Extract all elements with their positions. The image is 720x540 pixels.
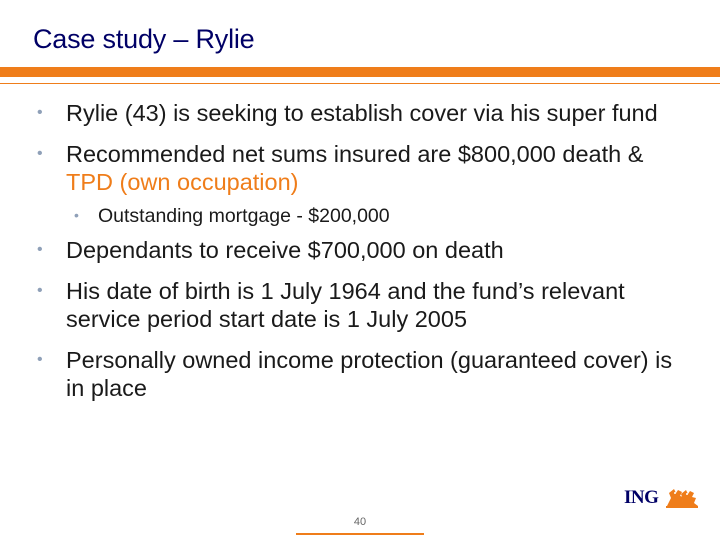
bullet-dot-icon: • (74, 207, 79, 223)
bullet-text: Recommended net sums insured are $800,000 death & (66, 141, 644, 167)
bullet-text: Personally owned income protection (guaranteed cover) is in place (66, 347, 673, 401)
page-number: 40 (353, 516, 367, 528)
lion-icon (664, 484, 700, 510)
bullet-item (0, 236, 720, 264)
bullet-dot-icon: • (37, 145, 43, 162)
bullet-list (0, 99, 720, 402)
sub-bullet-item (0, 204, 720, 228)
sub-bullet-text: Outstanding mortgage - $200,000 (98, 205, 390, 227)
bullet-highlight-text: TPD (own occupation) (66, 169, 299, 195)
logo-wordmark: ING (624, 487, 659, 508)
bullet-dot-icon: • (37, 104, 43, 121)
header-divider-thin (0, 83, 720, 84)
slide-title: Case study – Rylie (33, 24, 255, 54)
bullet-dot-icon: • (37, 351, 43, 368)
bullet-item (0, 140, 720, 196)
bullet-item (0, 346, 720, 402)
bullet-text: His date of birth is 1 July 1964 and the fund’s relevant service period start date is 1 July 2005 (66, 278, 625, 332)
bullet-text: Rylie (43) is seeking to establish cover via his super fund (66, 100, 658, 126)
bullet-dot-icon: • (37, 241, 43, 258)
bullet-item (0, 277, 720, 333)
header-divider-thick (0, 67, 720, 77)
bullet-dot-icon: • (37, 282, 43, 299)
bullet-item (0, 99, 720, 127)
footer-divider (296, 533, 424, 535)
bullet-text: Dependants to receive $700,000 on death (66, 237, 504, 263)
ing-logo (624, 484, 700, 510)
